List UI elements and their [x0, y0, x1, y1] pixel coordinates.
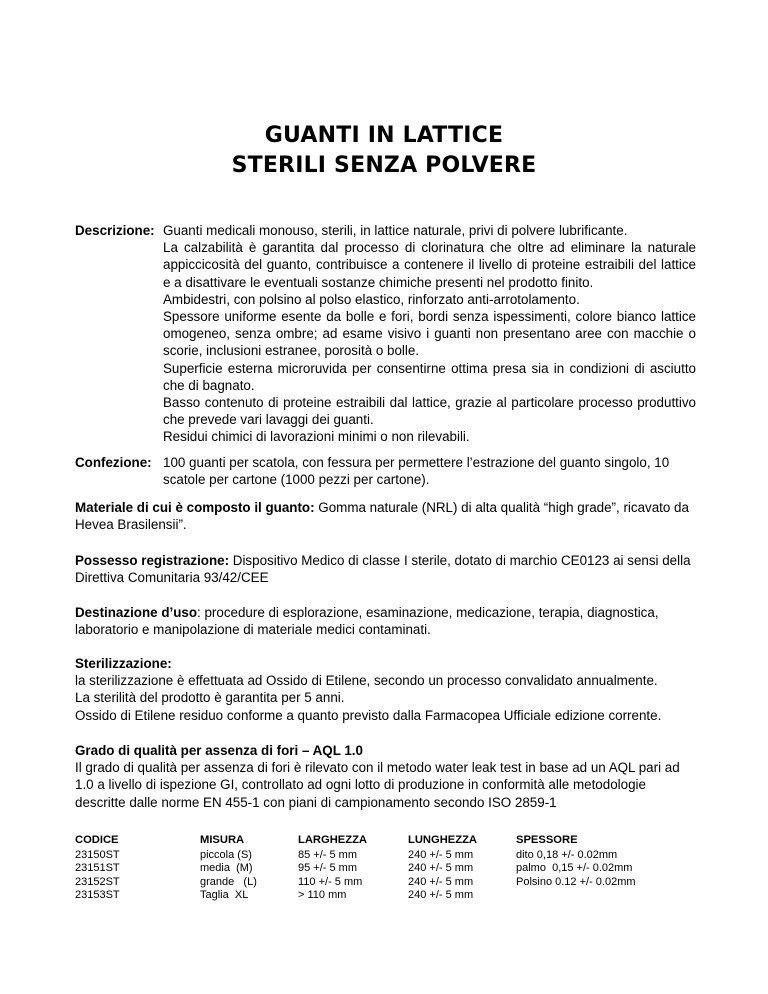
- spessore-cell: dito 0,18 +/- 0.02mm: [516, 849, 618, 862]
- misura-cell: media (M): [200, 862, 253, 875]
- confezione-text: 100 guanti per scatola, con fessura per permettere l’estrazione del guanto singolo, 10 scatole per cartone (1000 pezzi per cartone).: [163, 455, 670, 488]
- sterilizzazione-label: Sterilizzazione:: [75, 656, 172, 671]
- aql-label: Grado di qualità per assenza di fori – AQL 1.0: [75, 743, 363, 758]
- aql-text: Il grado di qualità per assenza di fori è rilevato con il metodo water leak test in base ad un AQL pari ad 1.0 a livello di ispezione GI, controllato ad ogni lotto di produzione in conformità alle metodologie descritte dalle norme EN 455-1 con piani di campionamento secondo ISO 2859-1: [75, 760, 680, 810]
- destinazione-section: [75, 604, 695, 638]
- lunghezza-cell: 240 +/- 5 mm: [408, 862, 474, 875]
- registrazione-section: [75, 552, 695, 586]
- descrizione-paragraph: Residui chimici di lavorazioni minimi o non rilevabili.: [163, 429, 470, 445]
- sterilizzazione-line: La sterilità del prodotto è garantita per 5 anni.: [75, 690, 345, 706]
- misura-column: [200, 834, 257, 902]
- larghezza-cell: 95 +/- 5 mm: [298, 862, 357, 875]
- sterilizzazione-section: [75, 655, 695, 724]
- lunghezza-header: LUNGHEZZA: [408, 834, 477, 846]
- misura-cell: piccola (S): [200, 849, 252, 862]
- materiale-text: Gomma naturale (NRL) di alta qualità “high grade”, ricavato da Hevea Brasilensii”.: [75, 500, 689, 533]
- descrizione-paragraph: Basso contenuto di proteine estraibili dal lattice, grazie al particolare processo produttivo che prevede vari lavaggi dei guanti.: [163, 395, 696, 428]
- larghezza-cell: 85 +/- 5 mm: [298, 849, 357, 862]
- codice-cell: 23151ST: [75, 862, 120, 875]
- descrizione-paragraph: Spessore uniforme esente da bolle e fori, bordi senza ispessimenti, colore bianco lattice omogeneo, senza ombre; ad esame visivo i guanti non presentano aree con macchie o scorie, inclusioni estranee, porosità o bolle.: [163, 309, 696, 359]
- lunghezza-cell: 240 +/- 5 mm: [408, 875, 474, 888]
- codice-cell: 23153ST: [75, 888, 120, 901]
- spessore-cell: Polsino 0.12 +/- 0.02mm: [516, 875, 636, 888]
- codice-header: CODICE: [75, 834, 119, 846]
- spessore-header: SPESSORE: [516, 834, 578, 846]
- confezione-label: Confezione:: [75, 455, 152, 470]
- materiale-section: [75, 499, 695, 533]
- descrizione-paragraph: La calzabilità è garantita dal processo di clorinatura che oltre ad eliminare la naturale appiccicosità del guanto, contribuisce a contenere il livello di proteine estraibili del lattice e a disattivare le eventuali sostanze chimiche presenti nel prodotto finito.: [163, 240, 696, 290]
- descrizione-paragraph: Guanti medicali monouso, sterili, in lattice naturale, privi di polvere lubrificante.: [163, 223, 628, 238]
- sterilizzazione-line: Ossido di Etilene residuo conforme a quanto previsto dalla Farmacopea Ufficiale edizione corrente.: [75, 707, 662, 723]
- spessore-column: [516, 834, 636, 889]
- lunghezza-column: [408, 834, 477, 902]
- misura-cell: grande (L): [200, 875, 257, 888]
- lunghezza-cell: 240 +/- 5 mm: [408, 849, 474, 862]
- descrizione-paragraph: Superficie esterna microruvida per consentirne ottima presa sia in condizioni di asciutto che di bagnato.: [163, 360, 696, 393]
- codice-column: [75, 834, 120, 902]
- descrizione-body: [163, 222, 696, 446]
- lunghezza-cell: 240 +/- 5 mm: [408, 888, 474, 901]
- sterilizzazione-line: la sterilizzazione è effettuata ad Ossido di Etilene, secondo un processo convalidato annualmente.: [75, 673, 658, 689]
- codice-cell: 23150ST: [75, 849, 120, 862]
- materiale-label: Materiale di cui è composto il guanto:: [75, 500, 315, 515]
- title-line-1: GUANTI IN LATTICE: [264, 123, 504, 148]
- registrazione-label: Possesso registrazione:: [75, 553, 230, 568]
- descrizione-label: Descrizione:: [75, 223, 155, 238]
- larghezza-cell: > 110 mm: [298, 888, 347, 901]
- larghezza-header: LARGHEZZA: [298, 834, 367, 846]
- spessore-cell: palmo 0,15 +/- 0.02mm: [516, 862, 633, 875]
- larghezza-cell: 110 +/- 5 mm: [298, 875, 363, 888]
- destinazione-label: Destinazione d’uso: [75, 605, 198, 620]
- codice-cell: 23152ST: [75, 875, 120, 888]
- title-line-2: STERILI SENZA POLVERE: [231, 153, 537, 178]
- larghezza-column: [298, 834, 367, 902]
- destinazione-text: : procedure di esplorazione, esaminazione, medicazione, terapia, diagnostica, laboratorio e manipolazione di materiale medici contaminati.: [75, 605, 659, 638]
- registrazione-text: Dispositivo Medico di classe I sterile, dotato di marchio CE0123 ai sensi della Direttiva Comunitaria 93/42/CEE: [75, 553, 691, 586]
- misura-cell: Taglia XL: [200, 888, 249, 901]
- misura-header: MISURA: [200, 834, 245, 846]
- descrizione-paragraph: Ambidestri, con polsino al polso elastico, rinforzato anti-arrotolamento.: [163, 291, 580, 307]
- aql-section: [75, 742, 695, 811]
